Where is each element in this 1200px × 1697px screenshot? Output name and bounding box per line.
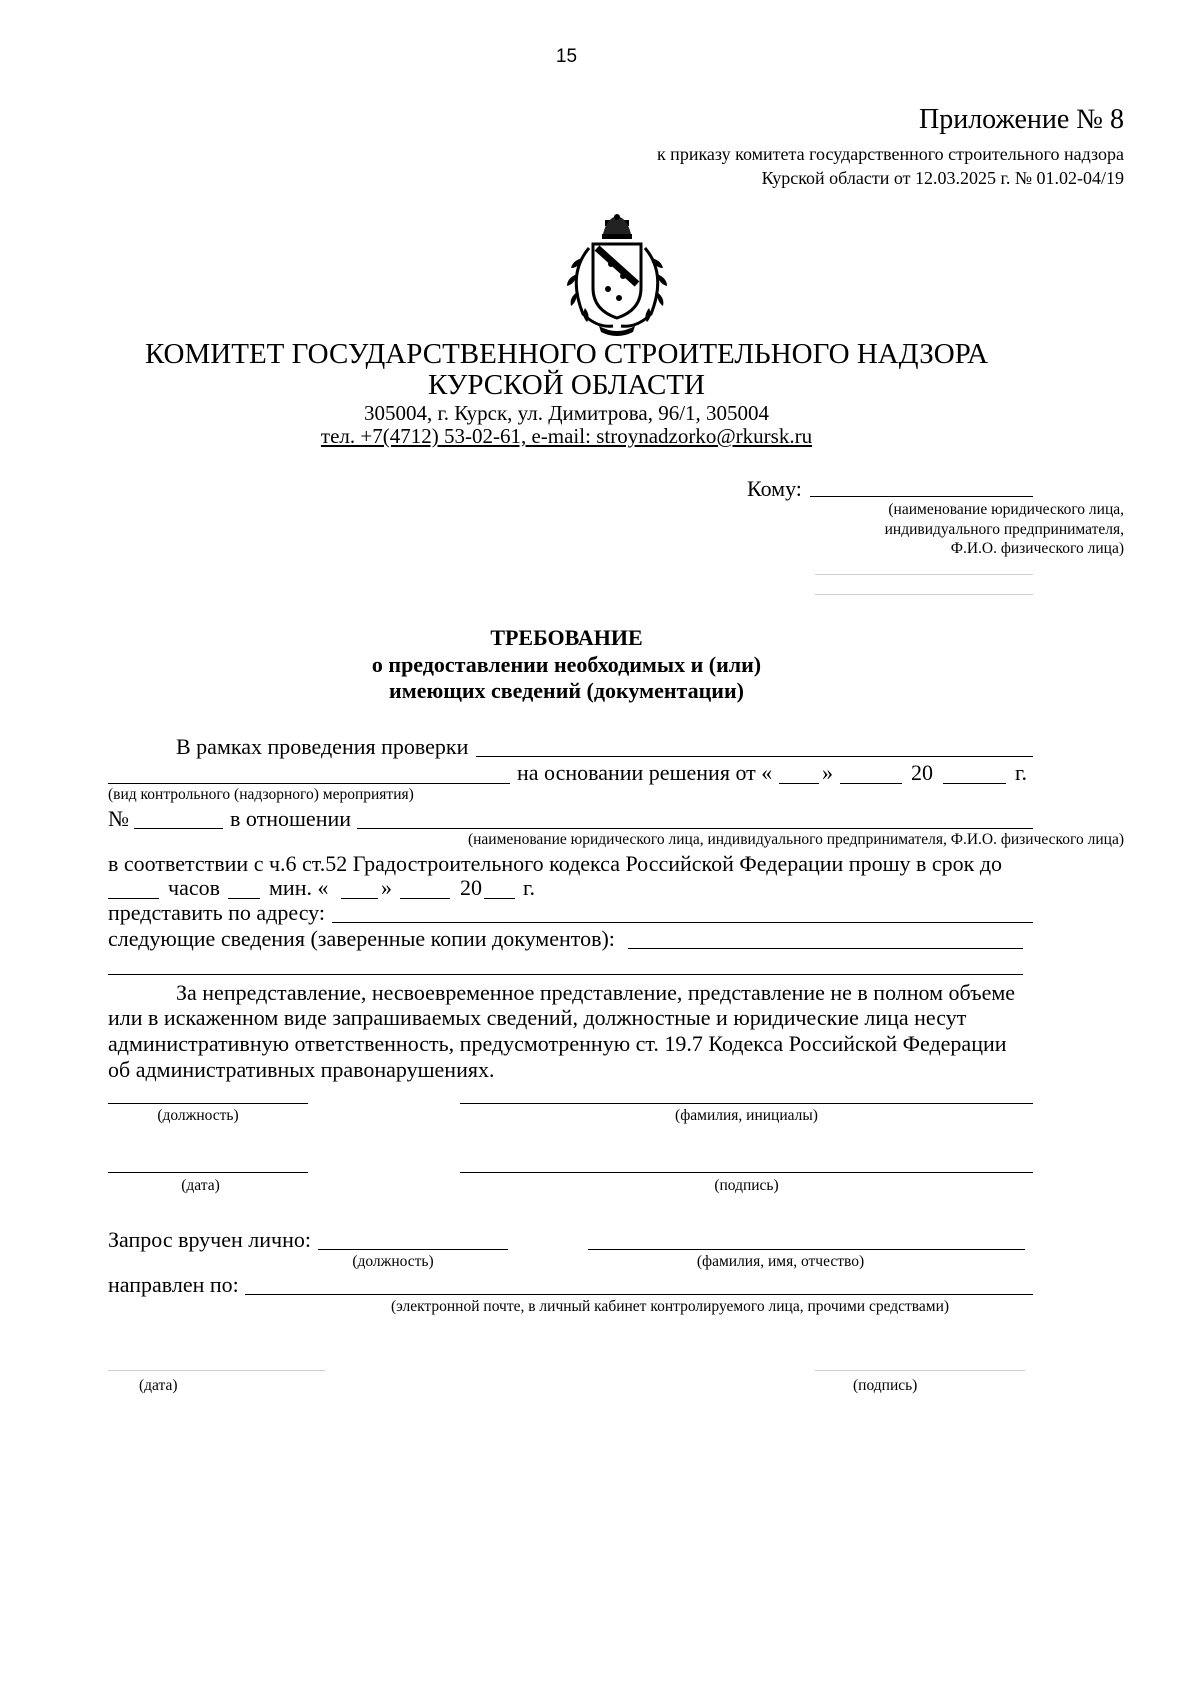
decision-quote-close: » [822, 760, 833, 785]
appendix-line-2: Курской области от 12.03.2025 г. № 01.02-04/19 [761, 168, 1124, 188]
deadline-year-suffix: г. [523, 875, 536, 900]
minutes-label: мин. « [269, 875, 329, 900]
sent-field[interactable] [245, 1294, 1033, 1295]
deadline-hours-field[interactable] [108, 898, 159, 899]
recipient-caption-3: Ф.И.О. физического лица) [950, 540, 1124, 557]
decision-month-field[interactable] [840, 783, 902, 784]
position-field[interactable] [108, 1103, 308, 1104]
name-field[interactable] [460, 1103, 1033, 1104]
sent-caption: (электронной почте, в личный кабинет контролируемого лица, прочими средствами) [390, 1298, 950, 1315]
page-number: 15 [555, 46, 578, 67]
decision-year-prefix: 20 [911, 760, 933, 785]
signature-caption: (подпись) [714, 1177, 779, 1194]
position-caption: (должность) [157, 1107, 239, 1124]
handed-label: Запрос вручен лично: [108, 1227, 311, 1252]
recipient-extra-line-2[interactable] [815, 594, 1033, 595]
sent-label: направлен по: [108, 1272, 239, 1297]
recipient-extra-line-1[interactable] [815, 574, 1033, 575]
deadline-quote-close: » [381, 875, 392, 900]
inspection-field[interactable] [476, 756, 1033, 757]
warning-line-4: об административных правонарушениях. [108, 1057, 495, 1082]
handed-position-caption: (должность) [352, 1253, 434, 1270]
warning-line-2: или в искаженном виде запрашиваемых сведений, должностные и юридические лица несут [108, 1005, 967, 1030]
org-contacts: тел. +7(4712) 53-02-61, e-mail: stroynadzorko@rkursk.ru [320, 424, 813, 448]
signature-field[interactable] [460, 1172, 1033, 1173]
documents-field-extra[interactable] [108, 974, 1023, 975]
appendix-line-1: к приказу комитета государственного строительного надзора [656, 144, 1124, 164]
deadline-day-field[interactable] [341, 898, 378, 899]
warning-line-3: административную ответственность, предусмотренную ст. 19.7 Кодекса Российской Федерации [108, 1031, 1007, 1056]
address-field[interactable] [332, 922, 1033, 923]
date-caption: (дата) [181, 1177, 220, 1194]
event-type-caption: (вид контрольного (надзорного) мероприятия) [108, 786, 414, 803]
number-field[interactable] [134, 828, 223, 829]
deadline-year-prefix: 20 [460, 875, 482, 900]
appendix-title: Приложение № 8 [919, 104, 1124, 135]
address-label: представить по адресу: [108, 900, 326, 925]
deadline-year-field[interactable] [484, 898, 515, 899]
regarding-caption: (наименование юридического лица, индивидуального предпринимателя, Ф.И.О. физического лица) [467, 831, 1124, 848]
document-subtitle-2: имеющих сведений (документации) [389, 678, 744, 703]
decision-label: на основании решения от « [517, 760, 773, 785]
final-date-caption: (дата) [139, 1377, 178, 1394]
date-field[interactable] [108, 1172, 308, 1173]
org-name-line-1: КОМИТЕТ ГОСУДАРСТВЕННОГО СТРОИТЕЛЬНОГО НАДЗОРА [144, 338, 989, 370]
recipient-field[interactable] [810, 496, 1033, 497]
handed-fullname-field[interactable] [588, 1249, 1025, 1250]
final-date-field[interactable] [108, 1370, 325, 1371]
regarding-field[interactable] [357, 828, 1033, 829]
inspection-label: В рамках проведения проверки [176, 734, 469, 759]
document-title: ТРЕБОВАНИЕ [490, 625, 643, 650]
handed-position-field[interactable] [318, 1249, 508, 1250]
warning-line-1: За непредставление, несвоевременное представление, представление не в полном объеме [176, 980, 1016, 1005]
event-type-field[interactable] [108, 783, 510, 784]
decision-day-field[interactable] [779, 783, 819, 784]
decision-year-suffix: г. [1015, 760, 1028, 785]
regarding-label: в отношении [230, 806, 352, 831]
documents-label: следующие сведения (заверенные копии документов): [108, 926, 615, 951]
coat-of-arms-icon [553, 214, 681, 338]
org-name-line-2: КУРСКОЙ ОБЛАСТИ [428, 369, 705, 401]
recipient-label: Кому: [747, 476, 802, 501]
deadline-minutes-field[interactable] [228, 898, 260, 899]
deadline-month-field[interactable] [400, 898, 450, 899]
document-subtitle-1: о предоставлении необходимых и (или) [371, 652, 762, 677]
recipient-caption-1: (наименование юридического лица, [888, 501, 1124, 518]
hours-label: часов [168, 875, 220, 900]
legal-basis-text: в соответствии с ч.6 ст.52 Градостроительного кодекса Российской Федерации прошу в срок до [108, 851, 1003, 876]
decision-year-field[interactable] [943, 783, 1006, 784]
final-signature-caption: (подпись) [853, 1377, 918, 1394]
recipient-caption-2: индивидуального предпринимателя, [884, 521, 1124, 538]
org-address: 305004, г. Курск, ул. Димитрова, 96/1, 305004 [363, 401, 770, 425]
number-label: № [108, 806, 129, 831]
documents-field[interactable] [628, 948, 1023, 949]
name-caption: (фамилия, инициалы) [675, 1107, 818, 1124]
handed-fullname-caption: (фамилия, имя, отчество) [696, 1253, 865, 1270]
final-signature-field[interactable] [815, 1370, 1025, 1371]
